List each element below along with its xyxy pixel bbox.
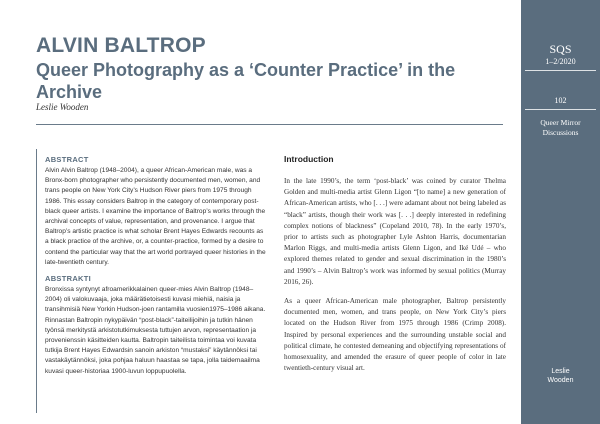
journal-sidebar [521, 0, 600, 424]
sidebar-divider-1 [525, 70, 596, 71]
abstrakti-text: Bronxissa syntynyt afroamerikkalainen queer-mies Alvin Baltrop (1948–2004) oli valokuvaaja, joka määrätietoisesti kuvasi miehiä, naisia ja transihmisiä New Yorkin Hudson-joen rantamilla vuosien1975–1986 aikana. Rinnastan Baltropin nykypäivän “post-black”-taiteilijoihin ja tutkin hänen työnsä merkitystä arkistotutkimuksesta tuttujen arvon, representaation ja provenienssin käsitteiden kautta. Baltropin taiteilista toimintaa voi kuvata tutkija Brent Hayes Edwardsin sanoin arkiston “mustaksi” käytännöksi tai vastakäytännöksi, joka pohjaa haluun haastaa se tapa, jolla taidemaailma kuvasi queer-historiaa 1900-luvun loppupuolella. [45, 286, 266, 375]
author-name: Leslie Wooden [36, 102, 89, 112]
sidebar-author-first: Leslie [551, 368, 570, 375]
introduction-heading: Introduction [284, 154, 334, 164]
abstrakti-heading: ABSTRAKTI [45, 274, 92, 284]
journal-issue: 1–2/2020 [545, 57, 576, 66]
article-title-block [36, 34, 506, 103]
abstract-text: Alvin Alvin Baltrop (1948–2004), a queer African-American male, was a Bronx-born photographer who persistently documented men, women, and trans people on New York City’s Hudson River piers from 1975 through 1986. This essay considers Baltrop in the category of contemporary post-black queer artists. I examine the importance of Baltrop’s works through the archival concepts of value, representation, and provenance. I argue that Baltrop’s artistic practice is what scholar Brent Hayes Edwards recounts as a black practice of the archive, or, a counter-practice, formed by a desire to contend the particular way that the art world portrayed queer histories in the late-twentieth century. [45, 167, 266, 266]
introduction-paragraph-1: In the late 1990’s, the term ‘post-black’ was coined by curator Thelma Golden and multi-media artist Glenn Ligon “[to name] a new generation of African-American artists, who [. . .] were adamant about not being labeled as “black” artists, though their work was [. . .] deeply interested in redefining complex notions of blackness” (Copeland 2010, 78). In the early 1970’s, prior to artists such as photographer Lyle Ashton Harris, documentarian Marlon Riggs, and multi-media artists Glenn Ligon, and Iké Udé – who explored themes related to gender and sexual discrimination in the 1980’s and 1990’s – Alvin Baltrop’s work was informed by sexual politics (Murray 2016, 26). [284, 177, 506, 286]
sidebar-author-last: Wooden [547, 377, 574, 384]
article-title: ALVIN BALTROP [36, 34, 206, 57]
article-subtitle: Queer Photography as a ‘Counter Practice’ in the Archive [36, 60, 456, 102]
abstract-heading: ABSTRACT [45, 155, 89, 164]
page-number: 102 [554, 96, 567, 105]
abstract-panel [36, 149, 268, 413]
divider-top [36, 124, 503, 125]
section-name: Queer Mirror Discussions [540, 118, 581, 137]
introduction-paragraph-2: As a queer African-American male photographer, Baltrop persistently documented men, women, and trans people, on New York City’s piers located on the Hudson River from 1975 through 1986 (Crimp 2008). Inspired by personal experiences and the surrounding unstable social and political climate, he contested demeaning and objectifying representations of homosexuality, and amended the erasure of queer people of color in late twentieth-century visual art. [284, 297, 506, 373]
journal-name: SQS [549, 42, 572, 56]
sidebar-divider-2 [525, 109, 596, 110]
